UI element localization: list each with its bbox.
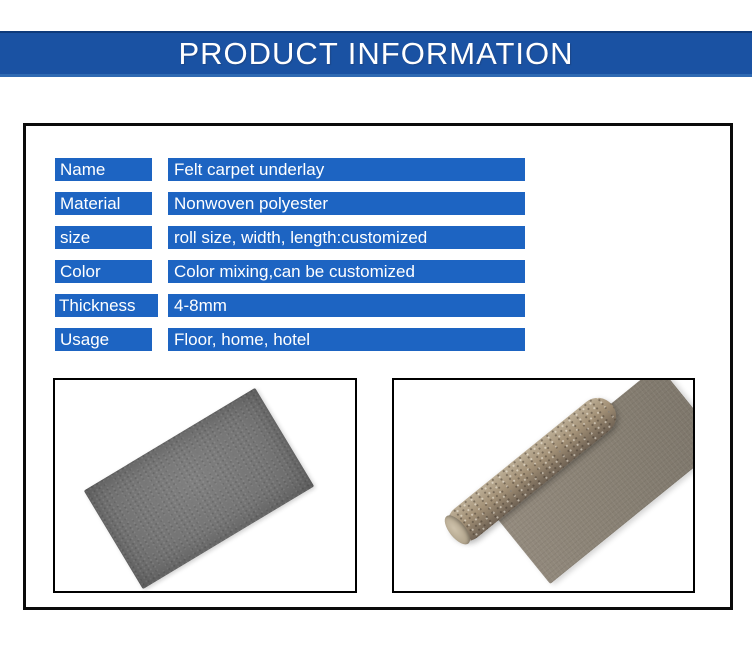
- spec-row-material: [55, 192, 695, 215]
- spec-row-size: [55, 226, 695, 249]
- spec-value-color: Color mixing,can be customized: [168, 260, 525, 283]
- spec-row-usage: [55, 328, 695, 351]
- spec-row-name: [55, 158, 695, 181]
- product-photo-felt-roll: [392, 378, 695, 593]
- spec-label-thickness: Thickness: [55, 294, 158, 317]
- spec-label-usage: Usage: [55, 328, 152, 351]
- felt-sheet-image: [84, 388, 315, 590]
- section-title: PRODUCT INFORMATION: [178, 35, 574, 71]
- spec-label-color: Color: [55, 260, 152, 283]
- spec-value-size: roll size, width, length:customized: [168, 226, 525, 249]
- spec-row-color: [55, 260, 695, 283]
- spec-label-name: Name: [55, 158, 152, 181]
- spec-row-thickness: [55, 294, 695, 317]
- felt-roll-image: [440, 390, 623, 548]
- spec-table: [55, 158, 695, 362]
- spec-value-usage: Floor, home, hotel: [168, 328, 525, 351]
- product-info-panel: [23, 123, 733, 610]
- spec-label-material: Material: [55, 192, 152, 215]
- spec-value-material: Nonwoven polyester: [168, 192, 525, 215]
- spec-value-thickness: 4-8mm: [168, 294, 525, 317]
- spec-value-name: Felt carpet underlay: [168, 158, 525, 181]
- section-banner: [0, 31, 752, 77]
- spec-label-size: size: [55, 226, 152, 249]
- product-photo-felt-sheet: [53, 378, 357, 593]
